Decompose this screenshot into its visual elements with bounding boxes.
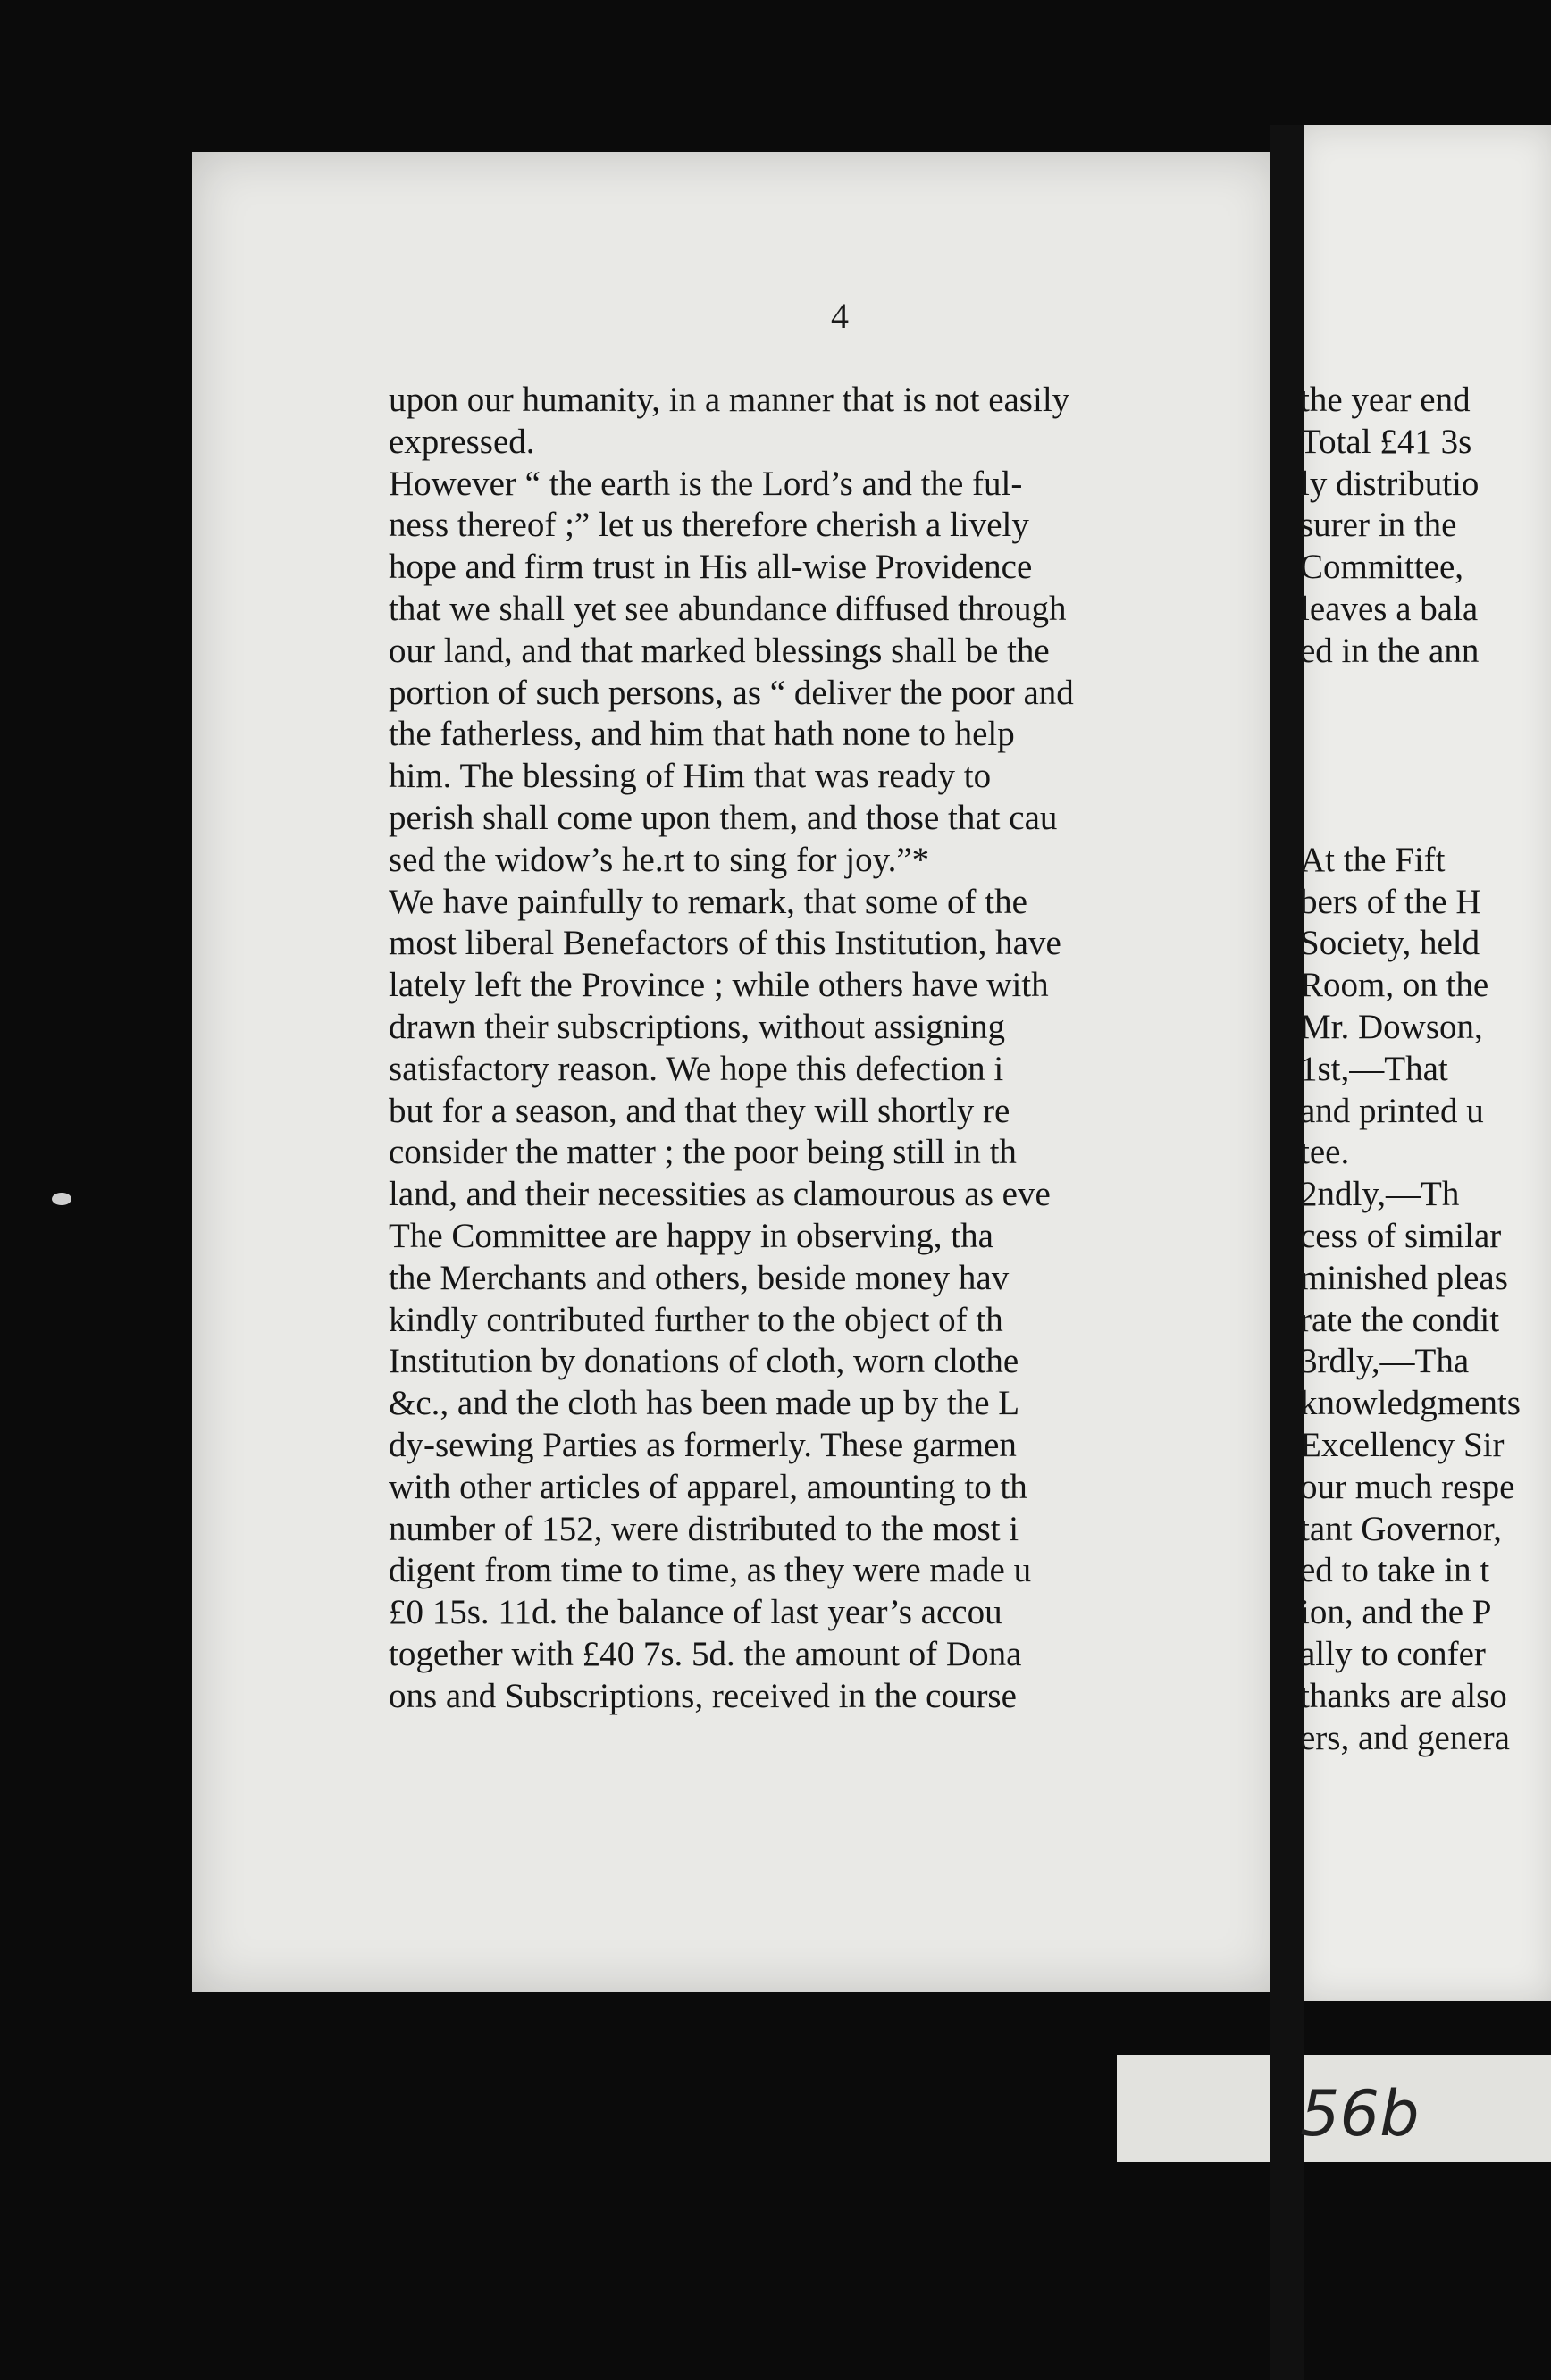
text-line: Excellency Sir: [1300, 1425, 1505, 1464]
text-line: the Merchants and others, beside money hav: [389, 1258, 1010, 1297]
text-line: £0 15s. 11d. the balance of last year’s accou: [389, 1593, 1002, 1632]
text-line: land, and their necessities as clamourous as eve: [389, 1175, 1051, 1214]
text-line: Mr. Dowson,: [1300, 1007, 1483, 1046]
text-line: lately left the Province ; while others have with: [389, 966, 1049, 1005]
text-line: Total £41 3s: [1300, 422, 1472, 461]
left-page-text: [389, 380, 1291, 1718]
text-line: &c., and the cloth has been made up by the L: [389, 1384, 1020, 1423]
text-line: knowledgments: [1300, 1384, 1521, 1423]
text-line: sed the widow’s he.rt to sing for joy.”*: [389, 840, 930, 879]
text-line: hope and firm trust in His all-wise Providence: [389, 548, 1033, 587]
page-number: 4: [831, 296, 849, 336]
text-line: We have painfully to remark, that some of the: [389, 882, 1027, 921]
text-line: [1300, 673, 1551, 715]
text-line: Society, held: [1300, 924, 1480, 963]
text-line: upon our humanity, in a manner that is not easily: [389, 381, 1070, 419]
text-line: most liberal Benefactors of this Institution, have: [389, 924, 1061, 963]
right-page-text: [1300, 380, 1551, 1759]
text-line: The Committee are happy in observing, tha: [389, 1216, 993, 1255]
text-line: ers, and genera: [1300, 1718, 1510, 1757]
text-line: drawn their subscriptions, without assigning: [389, 1007, 1006, 1046]
text-line: Room, on the: [1300, 966, 1489, 1005]
text-line: ed in the ann: [1300, 631, 1480, 670]
text-line: minished pleas: [1300, 1258, 1508, 1297]
text-line: dy-sewing Parties as formerly. These garmen: [389, 1425, 1017, 1464]
text-line: portion of such persons, as “ deliver the poor and: [389, 673, 1074, 712]
archive-number: 56b: [1300, 2077, 1420, 2150]
text-line: satisfactory reason. We hope this defection i: [389, 1049, 1004, 1088]
text-line: 2ndly,—Th: [1300, 1175, 1460, 1214]
text-line: together with £40 7s. 5d. the amount of Dona: [389, 1634, 1022, 1673]
text-line: kindly contributed further to the object of th: [389, 1300, 1003, 1339]
text-line: him. The blessing of Him that was ready to: [389, 757, 992, 796]
text-line: perish shall come upon them, and those that cau: [389, 798, 1058, 837]
text-line: consider the matter ; the poor being still in th: [389, 1133, 1017, 1172]
text-line: that we shall yet see abundance diffused through: [389, 589, 1067, 628]
text-line: [1300, 756, 1551, 798]
text-line: ed to take in t: [1300, 1551, 1490, 1590]
text-line: the year end: [1300, 381, 1471, 419]
text-line: and printed u: [1300, 1091, 1484, 1130]
text-line: [1300, 798, 1551, 840]
text-line: Committee,: [1300, 548, 1464, 587]
text-line: thanks are also: [1300, 1676, 1507, 1715]
text-line: leaves a bala: [1300, 589, 1479, 628]
text-line: surer in the: [1300, 506, 1457, 545]
text-line: Institution by donations of cloth, worn clothe: [389, 1342, 1019, 1381]
text-line: rate the condit: [1300, 1300, 1500, 1339]
text-line: However “ the earth is the Lord’s and the ful-: [389, 464, 1023, 503]
text-line: number of 152, were distributed to the most i: [389, 1509, 1019, 1548]
text-line: ons and Subscriptions, received in the course: [389, 1676, 1017, 1715]
text-line: [1300, 714, 1551, 756]
text-line: 3rdly,—Tha: [1300, 1342, 1470, 1381]
text-line: At the Fift: [1300, 840, 1446, 879]
text-line: 1st,—That: [1300, 1049, 1448, 1088]
text-line: our much respe: [1300, 1467, 1515, 1506]
text-line: ly distributio: [1300, 464, 1480, 503]
text-line: with other articles of apparel, amounting to th: [389, 1467, 1027, 1506]
text-line: but for a season, and that they will shortly re: [389, 1091, 1010, 1130]
text-line: the fatherless, and him that hath none to help: [389, 715, 1015, 754]
text-line: cess of similar: [1300, 1216, 1502, 1255]
text-line: ion, and the P: [1300, 1593, 1492, 1632]
text-line: tant Governor,: [1300, 1509, 1502, 1548]
text-line: bers of the H: [1300, 882, 1481, 921]
paper-speck: [52, 1193, 71, 1205]
text-line: digent from time to time, as they were made u: [389, 1551, 1032, 1590]
text-line: tee.: [1300, 1133, 1350, 1172]
text-line: ness thereof ;” let us therefore cherish a lively: [389, 506, 1029, 545]
text-line: ally to confer: [1300, 1634, 1486, 1673]
text-line: expressed.: [389, 422, 535, 461]
text-line: our land, and that marked blessings shall be the: [389, 631, 1050, 670]
